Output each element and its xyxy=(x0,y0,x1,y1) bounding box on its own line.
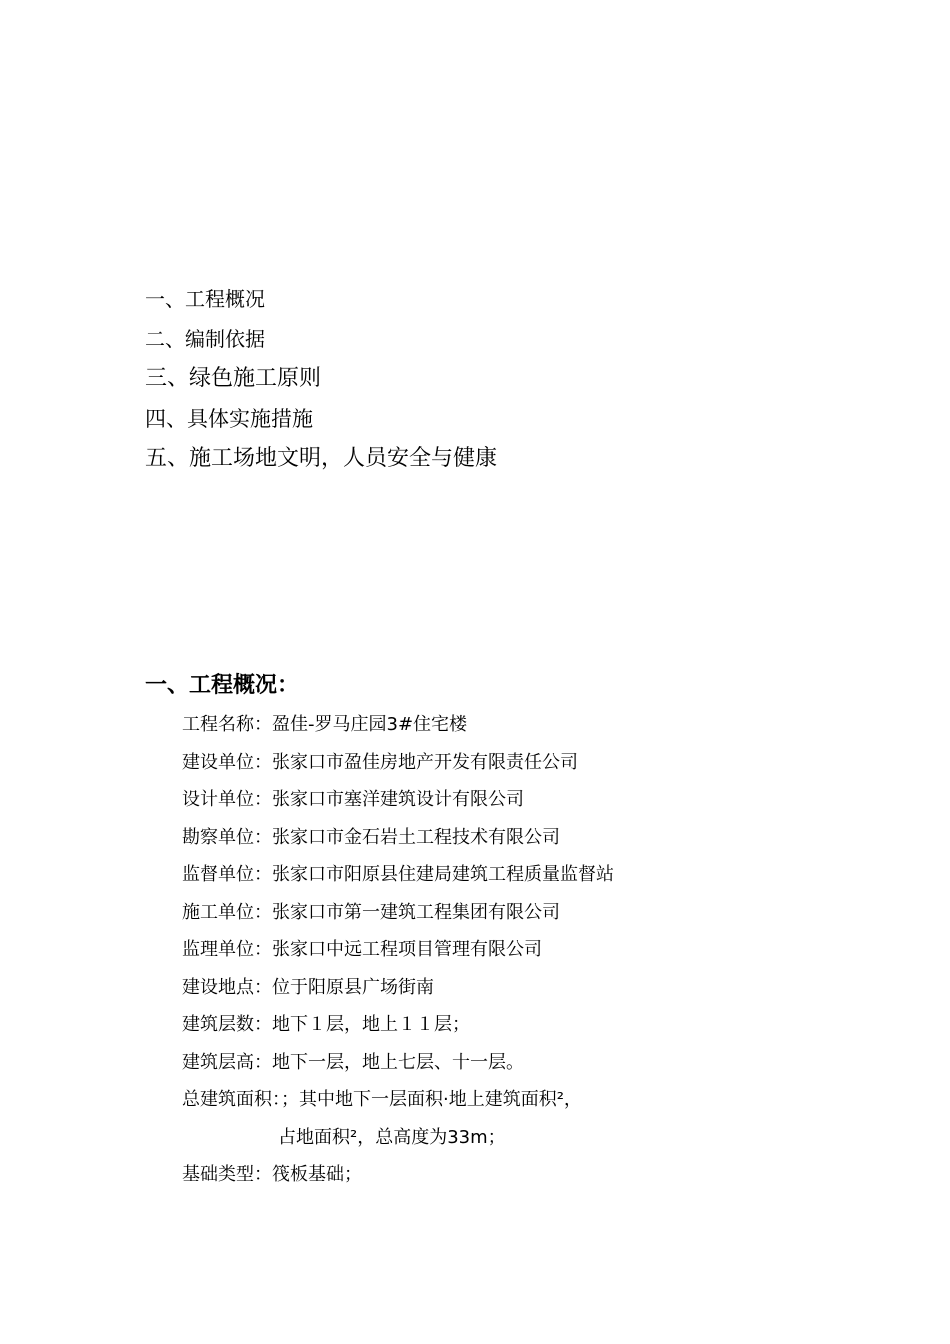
toc-item-project-overview: 一、工程概况 xyxy=(145,287,265,311)
info-row-supervision-station: 监督单位：张家口市阳原县住建局建筑工程质量监督站 xyxy=(182,864,614,885)
info-row-location: 建设地点：位于阳原县广场街南 xyxy=(182,976,434,998)
toc-item-green-construction-principles: 三、绿色施工原则 xyxy=(145,366,322,391)
table-of-contents xyxy=(145,282,497,482)
toc-item-site-safety-health: 五、施工场地文明，人员安全与健康 xyxy=(145,446,498,471)
toc-item-compilation-basis: 二、编制依据 xyxy=(145,327,265,351)
info-row-foundation-type: 基础类型：筏板基础； xyxy=(182,1164,362,1185)
info-row-supervisor: 监理单位：张家口中远工程项目管理有限公司 xyxy=(182,939,542,960)
info-row-total-area: 总建筑面积：；其中地下一层面积·地上建筑面积²， xyxy=(182,1089,582,1110)
project-info-list xyxy=(182,708,614,1196)
info-row-project-name: 工程名称：盈佳-罗马庄园3#住宅楼 xyxy=(182,714,468,735)
info-row-contractor: 施工单位：张家口市第一建筑工程集团有限公司 xyxy=(182,901,560,923)
info-row-floor-height: 建筑层高：地下一层，地上七层、十一层。 xyxy=(182,1051,524,1073)
info-row-floors: 建筑层数：地下１层，地上１１层； xyxy=(182,1014,470,1035)
info-row-land-area-height: 占地面积²，总高度为33m； xyxy=(278,1126,506,1148)
section-heading-project-overview: 一、工程概况： xyxy=(145,673,300,698)
info-row-construction-unit: 建设单位：张家口市盈佳房地产开发有限责任公司 xyxy=(182,751,578,773)
toc-item-implementation-measures: 四、具体实施措施 xyxy=(145,407,313,431)
info-row-survey-unit: 勘察单位：张家口市金石岩土工程技术有限公司 xyxy=(182,826,560,848)
info-row-design-unit: 设计单位：张家口市塞洋建筑设计有限公司 xyxy=(182,789,524,810)
